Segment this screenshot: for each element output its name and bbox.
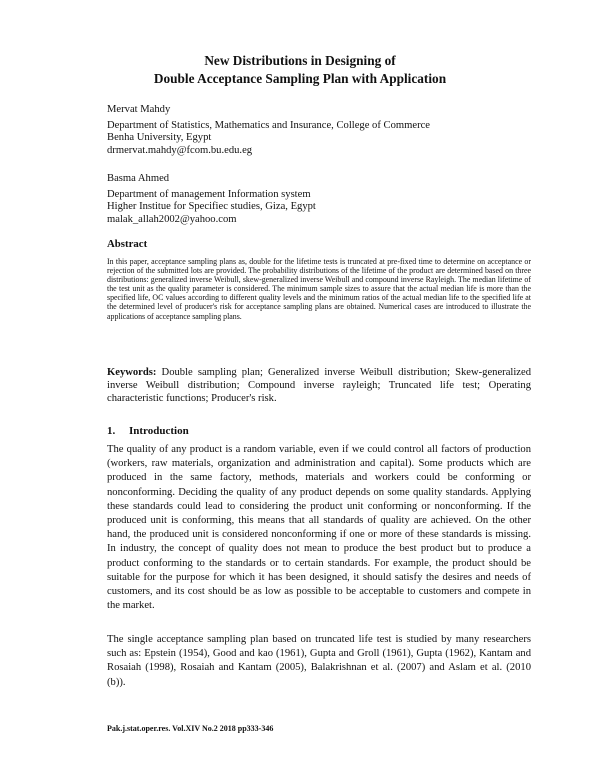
author-affiliation: Department of Statistics, Mathematics and Insurance, College of Commerce	[107, 119, 431, 131]
keywords-label: Keywords:	[107, 367, 157, 378]
keywords-text: Double sampling plan; Generalized inverse Weibull distribution; Skew-generalized inverse Weibull distribution; Compound inverse rayleigh; Truncated life test; Operating characteristic functions; Producer's risk.	[107, 367, 531, 405]
author-name: Basma Ahmed	[107, 173, 170, 184]
intro-paragraph-1: The quality of any product is a random variable, even if we could control all factors of production (workers, raw materials, organization and administration and capital). Some products which are produced in the same factory, methods, materials and workers could be conforming or nonconforming. Deciding the quality of any product depends on some quality standards. Applying these standards could lead to considering the product unit conforming or nonconforming. If the produced unit is conforming, this means that all standards of quality are achieved. On the other hand, the produced unit is considered nonconforming if one or more of these standards is missing. In industry, the concept of quality does not mean to produce the best product but to produce a product conforming to the standards or to certain standards. For example, the product should be suitable for the purpose for which it has been designed, it should satisfy the desires and needs of customers, and its cost should be as low as possible to be acceptable to customers and compete in the market.	[107, 444, 531, 612]
author-block-2	[107, 173, 316, 226]
author-affiliation: Department of management Information system	[107, 188, 311, 200]
journal-footer: Pak.j.stat.oper.res. Vol.XIV No.2 2018 pp333-346	[107, 724, 274, 733]
author-affiliation: Benha University, Egypt	[107, 132, 212, 143]
author-affiliation: Higher Institue for Specifiec studies, Giza, Egypt	[107, 201, 316, 212]
author-name: Mervat Mahdy	[107, 104, 171, 115]
abstract-heading: Abstract	[107, 238, 148, 250]
title-line-2: Double Acceptance Sampling Plan with Application	[153, 71, 447, 86]
title-line-1: New Distributions in Designing of	[204, 53, 396, 68]
section-number: 1.	[107, 425, 116, 437]
abstract-text: In this paper, acceptance sampling plans as, double for the lifetime tests is truncated at pre-fixed time to determine on acceptance or rejection of the submitted lots are provided. The probability distributions of the lifetime of the product are determined based on three distributions: generalized inverse Weibull, skew-generalized inverse Weibull and compound inverse Rayleigh. The median lifetime of the test unit as the quality parameter is considered. The minimum sample sizes to assure that the actual median life is more than the specified life, OC values according to different quality levels and the minimum ratios of the actual median life to the specified life at the determined level of producer's risk for acceptance sampling plans are obtained. Numerical cases are introduced to illustrate the applications of acceptance sampling plans.	[107, 257, 531, 321]
paper-title	[0, 52, 600, 88]
intro-paragraph-2: The single acceptance sampling plan based on truncated life test is studied by many researchers such as: Epstein (1954), Good and kao (1961), Gupta and Groll (1961), Gupta (1962), Kantam and Rosaiah (1998), Rosaiah and Kantam (2005), Balakrishnan et al. (2007) and Aslam et al. (2010 (b)).	[107, 634, 531, 688]
section-heading	[107, 425, 189, 437]
author-email: malak_allah2002@yahoo.com	[107, 213, 237, 225]
section-title: Introduction	[129, 425, 189, 437]
author-block-1	[107, 104, 430, 157]
keywords	[107, 366, 531, 406]
author-email: drmervat.mahdy@fcom.bu.edu.eg	[107, 144, 253, 156]
